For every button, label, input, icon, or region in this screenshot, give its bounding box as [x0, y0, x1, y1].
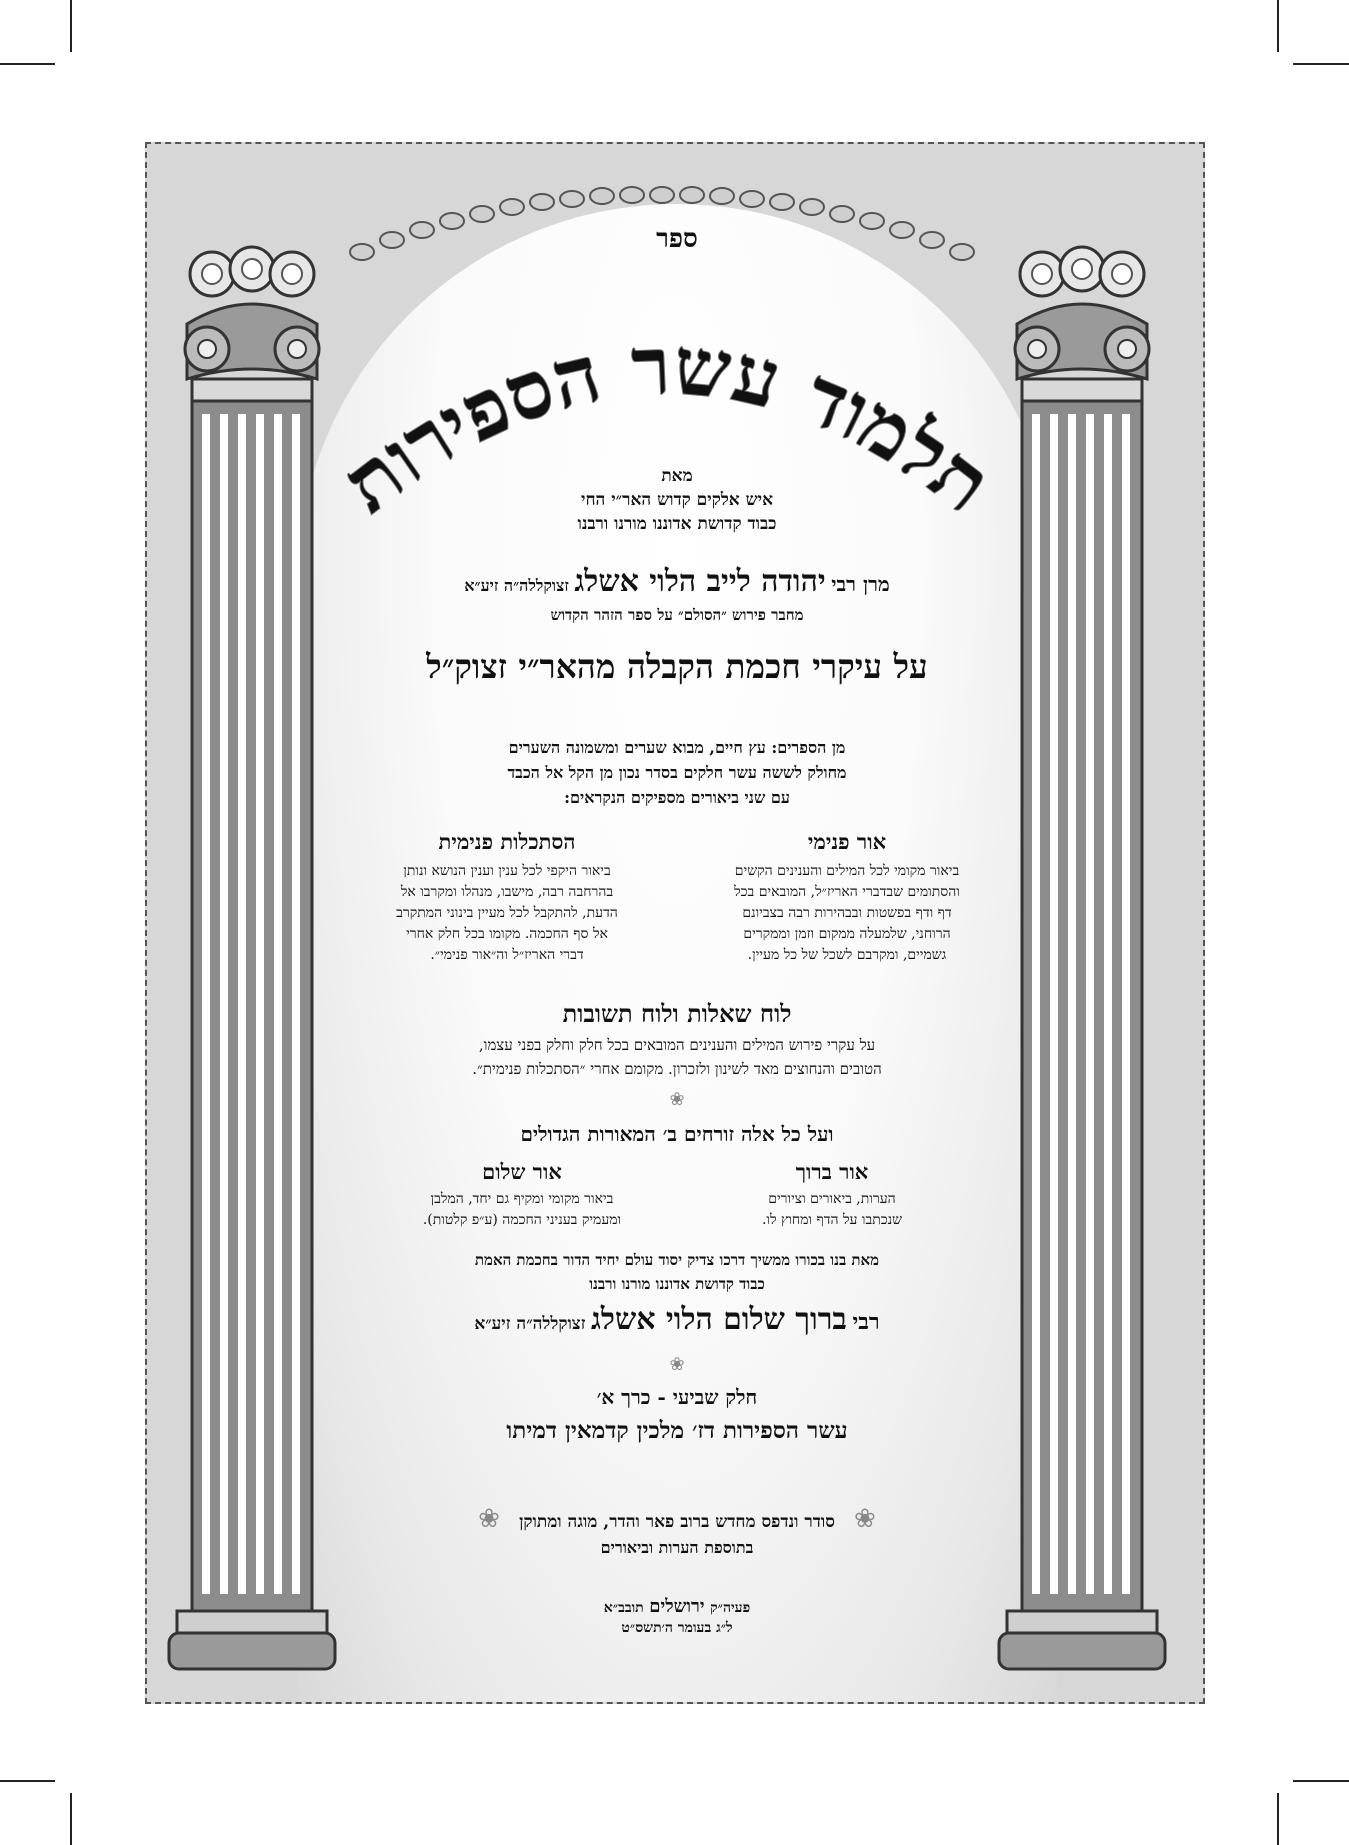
- imprint-prefix: פעיה״ק: [710, 1600, 751, 1616]
- sources-line-3: עם שני ביאורים מספיקים הנקראים:: [564, 788, 790, 807]
- luminary-title: אור ברוך: [795, 1159, 869, 1184]
- commentary-line: ביאור היקפי לכל ענין וענין הנושא ונותן: [403, 863, 611, 879]
- commentary-line: דף ודף בפשטות ובבהירות רבה בצביונם: [742, 905, 952, 921]
- crop-mark-bl-h: [0, 1780, 55, 1782]
- commentary-title: הסתכלות פנימית: [438, 829, 576, 854]
- author-name: יהודה לייב הלוי אשלג: [574, 564, 826, 599]
- author-honorific: כבוד קדושת אדוננו מורנו ורבנו: [577, 514, 777, 534]
- tables-title: לוח שאלות ולוח תשובות: [562, 999, 792, 1028]
- author-work: מחבר פירוש ״הסולם״ על ספר הזהר הקדוש: [550, 606, 804, 624]
- volume-part: חלק שביעי - כרך א׳: [596, 1385, 758, 1409]
- edition-line-1: סודר ונדפס מחדש ברוב פאר והדר, מוגה ומתוקן: [519, 1512, 835, 1532]
- commentary-line: הרוחני, שלמעלה ממקום וזמן וממקרים: [743, 926, 951, 942]
- book-label: ספר: [656, 224, 698, 254]
- flower-ornament-icon: ❀: [669, 1089, 685, 1110]
- commentary-title: אור פנימי: [807, 829, 887, 854]
- title-page-frame: [145, 142, 1205, 1704]
- luminary-line: הערות, ביאורים וציורים: [768, 1191, 896, 1207]
- flower-ornament-icon: ❀: [854, 1504, 876, 1534]
- crop-mark-br-h: [1293, 1780, 1349, 1782]
- book-subject: על עיקרי חכמת הקבלה מהאר״י זצוק״ל: [426, 647, 928, 686]
- imprint-date: ל״ג בעומר ה׳תשס״ט: [621, 1620, 733, 1636]
- son-name: ברוך שלום הלוי אשלג: [591, 1302, 847, 1337]
- commentary-line: והסתומים שבדברי האריז״ל, המובאים בכל: [734, 884, 960, 900]
- sources-line-2: מחולק לששה עשר חלקים בסדר נכון מן הקל אל הכבד: [507, 763, 847, 782]
- luminary-line: ביאור מקומי ומקיף גם יחד, המלבן: [430, 1191, 614, 1207]
- son-line-2: כבוד קדושת אדוננו מורנו ורבנו: [589, 1275, 765, 1293]
- son-name-line: [332, 1302, 1022, 1337]
- imprint-city: ירושלים: [649, 1596, 705, 1617]
- son-name-prefix: רבי: [852, 1309, 880, 1335]
- author-epithet: איש אלקים קדוש האר״י החי: [580, 490, 774, 510]
- from-label: מאת: [661, 466, 693, 486]
- crop-mark-tl-h: [0, 63, 55, 65]
- luminaries-heading: ועל כל אלה זורחים ב׳ המאורות הגדולים: [520, 1122, 834, 1146]
- commentary-line: דברי האריז״ל וה״אור פנימי״.: [430, 947, 584, 963]
- crop-mark-br-v: [1277, 1793, 1279, 1845]
- commentary-line: אל סף החכמה. מקומו בכל חלק אחרי: [406, 926, 608, 942]
- right-pillar: [999, 247, 1165, 1669]
- commentary-or-pnimi: [682, 829, 1012, 966]
- edition-line-1-wrap: [332, 1504, 1022, 1534]
- imprint-line: [332, 1596, 1022, 1617]
- edition-line-2: בתוספת הערות וביאורים: [600, 1538, 754, 1557]
- tables-line-1: על עקרי פירוש המילים והענינים המובאים בכל חלק וחלק בפני עצמו,: [478, 1036, 876, 1054]
- crop-mark-bl-v: [70, 1793, 72, 1845]
- main-title-path: תלמוד עשר הספירות: [324, 318, 1010, 531]
- son-name-suffix: זצוקללה״ה זיע״א: [474, 1314, 586, 1334]
- crop-mark-tr-v: [1277, 0, 1279, 52]
- commentary-line: גשמיים, ומקרבם לשכל של כל מעיין.: [747, 947, 947, 963]
- content-area: [332, 144, 1022, 1704]
- author-name-line: [332, 564, 1022, 599]
- commentary-histaklut-pnimit: [342, 829, 672, 966]
- son-line-1: מאת בנו בכורו ממשיך דרכו צדיק יסוד עולם יחיד הדור בחכמת האמת: [474, 1251, 880, 1269]
- luminary-or-shalom: [372, 1159, 672, 1231]
- author-name-suffix: זצוקללה״ה זיע״א: [464, 576, 569, 595]
- sources-line-1: מן הספרים: עץ חיים, מבוא שערים ומשמונה השערים: [508, 738, 846, 757]
- luminary-or-baruch: [702, 1159, 962, 1231]
- volume-subtitle: עשר הספירות דז׳ מלכין קדמאין דמיתו: [506, 1417, 848, 1444]
- left-pillar: [169, 247, 335, 1669]
- commentary-line: בהרחבה רבה, מישבו, מנהלו ומקרבו אל: [400, 884, 614, 900]
- imprint-suffix: תובב״א: [603, 1600, 644, 1616]
- luminary-line: ומעמיק בעניני החכמה (ע״פ קלטות).: [422, 1212, 622, 1228]
- author-name-prefix: מרן רבי: [831, 572, 890, 596]
- commentary-line: ביאור מקומי לכל המילים והענינים הקשים: [734, 863, 960, 879]
- flower-ornament-icon: ❀: [669, 1354, 685, 1375]
- commentary-line: הדעת, להתקבל לכל מעיין בינוני המתקרב: [396, 905, 618, 921]
- crop-mark-tr-h: [1293, 63, 1349, 65]
- luminary-line: שנכתבו על הדף ומחוץ לו.: [761, 1212, 903, 1228]
- crop-mark-tl-v: [70, 0, 72, 52]
- tables-line-2: הטובים והנחוצים מאד לשינון ולזכרון. מקומם אחרי ״הסתכלות פנימית״.: [472, 1060, 882, 1078]
- luminary-title: אור שלום: [482, 1159, 562, 1184]
- flower-ornament-icon: ❀: [478, 1504, 500, 1534]
